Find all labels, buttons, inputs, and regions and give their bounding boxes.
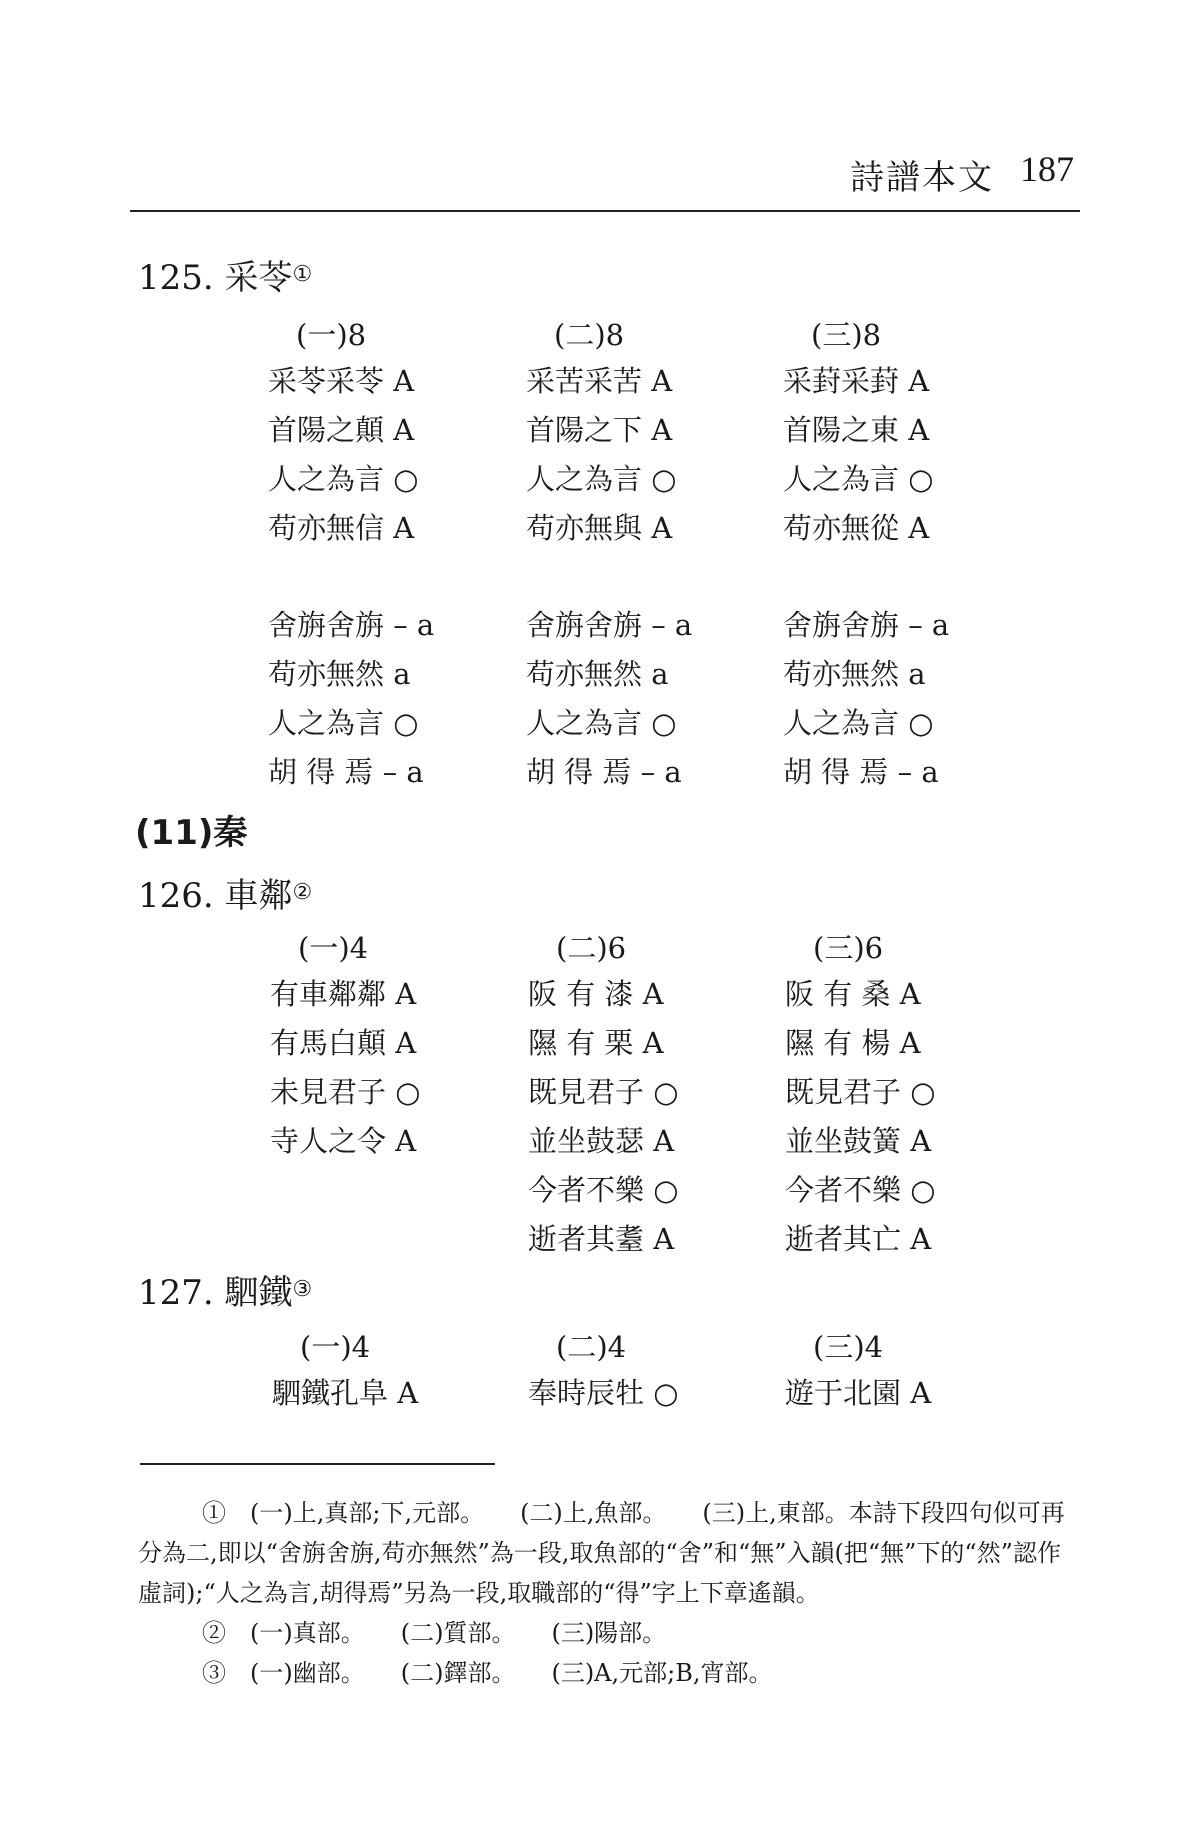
verse-line: 人之為言 ○ (783, 462, 934, 496)
poem-title-127 (138, 1265, 312, 1314)
verse-line: 人之為言 ○ (526, 706, 677, 740)
verse-line: 駟鐵孔阜 A (272, 1376, 419, 1410)
poem-126-column-3 (785, 926, 936, 1264)
verse-line: 阪 有 桑 A (785, 977, 921, 1011)
poem-title-text: 127. 駟鐵 (138, 1273, 293, 1313)
verse-line: 首陽之下 A (526, 413, 673, 447)
footnote-ref: ① (292, 262, 313, 287)
stanza-gap (526, 553, 692, 601)
verse-line: 人之為言 ○ (268, 462, 419, 496)
verse-line: 舍旃舍旃 – a (526, 608, 693, 642)
verse-line: 采苦采苦 A (526, 364, 673, 398)
running-header-title: 詩譜本文 (850, 158, 994, 198)
stanza-gap (268, 553, 434, 601)
verse-line: 寺人之令 A (270, 1124, 417, 1158)
verse-line: 逝者其亡 A (785, 1222, 932, 1256)
verse-line: 苟亦無從 A (783, 511, 930, 545)
footnote-ref: ② (292, 880, 313, 905)
verse-line: 今者不樂 ○ (528, 1173, 679, 1207)
verse-line: 苟亦無然 a (783, 657, 926, 691)
poem-126-column-1 (270, 926, 421, 1166)
verse-line: 並坐鼓瑟 A (528, 1124, 675, 1158)
verse-line: 首陽之顛 A (268, 413, 415, 447)
verse-line: 遊于北園 A (785, 1376, 932, 1410)
stanza-label: (三)6 (813, 931, 884, 965)
stanza-label: (一)4 (298, 931, 369, 965)
verse-line: 未見君子 ○ (270, 1075, 421, 1109)
verse-line: 采苓采苓 A (268, 364, 415, 398)
footnote-2: ② (一)真部。 (二)質部。 (三)陽部。 (202, 1619, 667, 1647)
verse-line: 人之為言 ○ (526, 462, 677, 496)
stanza-label: (二)8 (554, 318, 625, 352)
verse-line: 舍旃舍旃 – a (268, 608, 435, 642)
verse-line: 采葑采葑 A (783, 364, 930, 398)
poem-125-column-2 (526, 313, 692, 797)
poem-title-125 (138, 250, 312, 299)
stanza-label: (二)6 (556, 931, 627, 965)
verse-line: 胡 得 焉 – a (268, 755, 424, 789)
stanza-label: (二)4 (556, 1330, 627, 1364)
stanza-label: (一)4 (300, 1330, 371, 1364)
verse-line: 有馬白顛 A (270, 1026, 417, 1060)
footnotes (138, 1493, 1083, 1693)
verse-line: 阪 有 漆 A (528, 977, 664, 1011)
stanza-gap (783, 553, 949, 601)
poem-title-126 (138, 868, 312, 917)
verse-line: 苟亦無信 A (268, 511, 415, 545)
page-number: 187 (1020, 149, 1074, 189)
verse-line: 人之為言 ○ (268, 706, 419, 740)
verse-line: 既見君子 ○ (528, 1075, 679, 1109)
verse-line: 胡 得 焉 – a (783, 755, 939, 789)
verse-line: 隰 有 栗 A (528, 1026, 664, 1060)
footnote-3: ③ (一)幽部。 (二)鐸部。 (三)A,元部;B,宵部。 (202, 1659, 773, 1687)
stanza-label: (三)4 (813, 1330, 884, 1364)
section-heading: (11)秦 (135, 813, 248, 853)
verse-line: 人之為言 ○ (783, 706, 934, 740)
footnote-1: ① (一)上,真部;下,元部。 (二)上,魚部。 (三)上,東部。本詩下段四句似可再分為二,即以“舍旃舍旃,苟亦無然”為一段,取魚部的“舍”和“無”入韻(把“無”下的“然”認作虛詞);“人之為言,胡得焉”另為一段,取職部的“得”字上下章遙韻。 (138, 1499, 1065, 1607)
verse-line: 苟亦無然 a (268, 657, 411, 691)
footnote-ref: ③ (292, 1277, 313, 1302)
verse-line: 奉時辰牡 ○ (528, 1376, 679, 1410)
poem-125-column-1 (268, 313, 434, 797)
stanza-label: (一)8 (296, 318, 367, 352)
verse-line: 有車鄰鄰 A (270, 977, 417, 1011)
poem-126-column-2 (528, 926, 679, 1264)
verse-line: 今者不樂 ○ (785, 1173, 936, 1207)
footnote-rule (140, 1463, 495, 1465)
verse-line: 首陽之東 A (783, 413, 930, 447)
poem-127-column-3 (785, 1325, 931, 1418)
verse-line: 苟亦無然 a (526, 657, 669, 691)
poem-title-text: 125. 采苓 (138, 258, 293, 298)
poem-125-column-3 (783, 313, 949, 797)
header-rule (130, 210, 1080, 212)
verse-line: 隰 有 楊 A (785, 1026, 921, 1060)
verse-line: 胡 得 焉 – a (526, 755, 682, 789)
poem-127-column-2 (528, 1325, 679, 1418)
poem-title-text: 126. 車鄰 (138, 876, 293, 916)
stanza-label: (三)8 (811, 318, 882, 352)
verse-line: 並坐鼓簧 A (785, 1124, 932, 1158)
verse-line: 舍旃舍旃 – a (783, 608, 950, 642)
verse-line: 苟亦無與 A (526, 511, 673, 545)
verse-line: 逝者其耋 A (528, 1222, 675, 1256)
verse-line: 既見君子 ○ (785, 1075, 936, 1109)
poem-127-column-1 (272, 1325, 418, 1418)
